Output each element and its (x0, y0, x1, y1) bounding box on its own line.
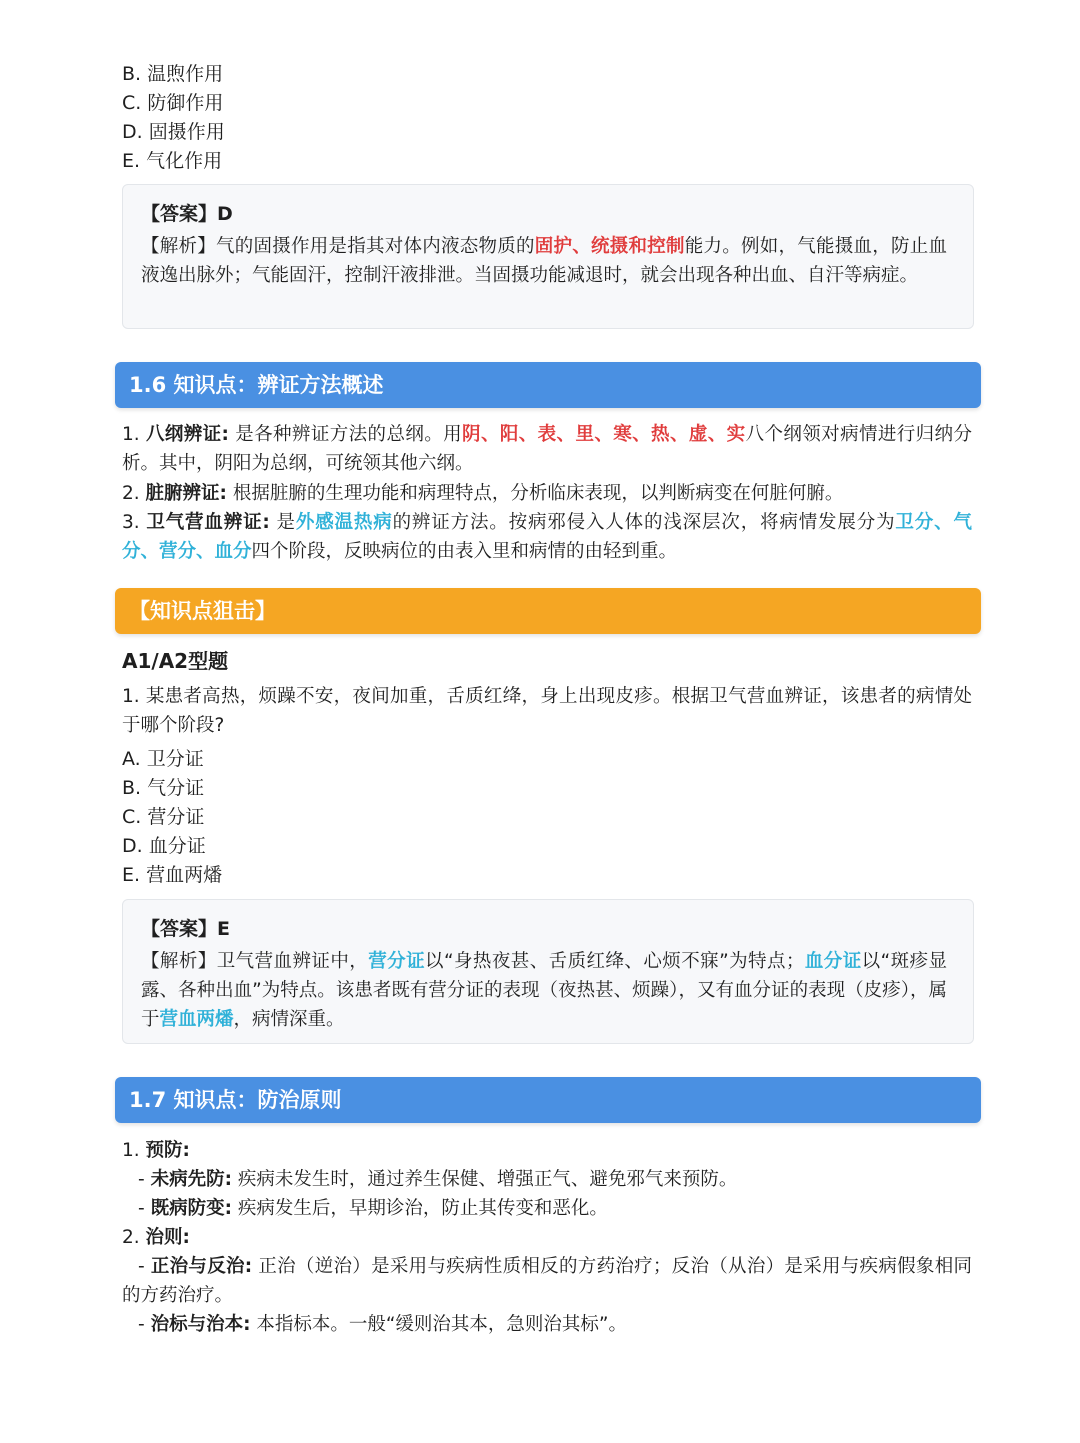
item-text: 疾病发生后，早期诊治，防止其传变和恶化。 (231, 1198, 608, 1219)
item-label: 未病先防: (150, 1169, 232, 1190)
item-zangfu (122, 479, 972, 508)
item-number: 3. (122, 512, 147, 533)
answer-label: 【答案】E (141, 918, 230, 940)
section-header-1-6: 1.6 知识点：辨证方法概述 (115, 362, 981, 408)
item-highlight: 外感温热病 (295, 512, 393, 533)
dash: - (138, 1256, 151, 1277)
principle-treatment (122, 1223, 972, 1252)
item-text: 疾病未发生时，通过养生保健、增强正气、避免邪气来预防。 (231, 1169, 738, 1190)
explanation (141, 232, 947, 290)
item-bagang (122, 420, 972, 478)
explanation-text: 【解析】气的固摄作用是指其对体内液态物质的 (141, 236, 535, 257)
explanation-text: ，病情深重。 (233, 1009, 345, 1030)
item-text: 四个阶段，反映病位的由表入里和病情的由轻到重。 (251, 541, 678, 562)
option-c: C. 营分证 (122, 806, 205, 828)
item-text: 的辨证方法。按病邪侵入人体的浅深层次，将病情发展分为 (392, 512, 896, 533)
explanation (141, 947, 947, 1034)
option-e: E. 营血两燔 (122, 864, 223, 886)
explanation-text: 【解析】卫气营血辨证中， (141, 951, 369, 972)
explanation-highlight: 营分证 (368, 951, 426, 972)
item-highlight: 阴、阳、表、里、寒、热、虚、实 (462, 424, 746, 445)
principle-biaoben (138, 1310, 972, 1339)
item-text: 根据脏腑的生理功能和病理特点，分析临床表现，以判断病变在何脏何腑。 (226, 483, 844, 504)
question-stem: 1. 某患者高热，烦躁不安，夜间加重，舌质红绛，身上出现皮疹。根据卫气营血辨证，该患者的病情处于哪个阶段? (122, 686, 972, 736)
explanation-text: 以“斑疹显露、各种出血”为特点。该患者既有营分证的表现（夜热甚、烦躁），又有血分证的表现（皮疹），属于 (141, 951, 947, 1030)
dash: - (138, 1314, 151, 1335)
principle-prevent-after (138, 1194, 972, 1223)
dash: - (138, 1169, 151, 1190)
item-label: 脏腑辨证: (145, 483, 227, 504)
principle-zhengzhi (122, 1252, 972, 1310)
section-header-1-7: 1.7 知识点：防治原则 (115, 1077, 981, 1123)
item-label: 治则: (145, 1227, 190, 1248)
item-number: 2. (122, 1227, 146, 1248)
item-label: 八纲辨证: (145, 424, 229, 445)
item-text: 是各种辨证方法的总纲。用 (228, 424, 463, 445)
option-a: A. 卫分证 (122, 748, 204, 770)
option-d: D. 血分证 (122, 835, 206, 857)
option-d: D. 固摄作用 (122, 121, 225, 143)
item-text: 八个纲领对病情进行归纳分析。其中，阴阳为总纲，可统领其他六纲。 (122, 424, 972, 474)
explanation-text: 以“身热夜甚、舌质红绛、心烦不寐”为特点； (425, 951, 805, 972)
answer-box-1 (122, 184, 974, 329)
option-b: B. 气分证 (122, 777, 205, 799)
item-weiqi (122, 508, 972, 566)
item-label: 正治与反治: (150, 1256, 253, 1277)
answer-box-2 (122, 899, 974, 1044)
principle-prevention (122, 1136, 972, 1165)
explanation-text: 能力。例如，气能摄血，防止血液逸出脉外；气能固汗，控制汗液排泄。当固摄功能减退时，就会出现各种出血、自汗等病症。 (141, 236, 947, 286)
section-header-snipe: 【知识点狙击】 (115, 588, 981, 634)
dash: - (138, 1198, 151, 1219)
option-c: C. 防御作用 (122, 92, 224, 114)
item-number: 1. (122, 1140, 146, 1161)
item-text: 正治（逆治）是采用与疾病性质相反的方药治疗；反治（从治）是采用与疾病假象相同的方药治疗。 (122, 1256, 972, 1306)
item-text: 本指标本。一般“缓则治其本，急则治其标”。 (250, 1314, 628, 1335)
item-number: 2. (122, 483, 146, 504)
explanation-highlight: 血分证 (804, 951, 862, 972)
option-b: B. 温煦作用 (122, 63, 224, 85)
principle-prevent-before (138, 1165, 972, 1194)
explanation-highlight: 固护、统摄和控制 (534, 236, 685, 257)
item-label: 卫气营血辨证: (146, 512, 270, 533)
item-text: 是 (269, 512, 296, 533)
explanation-highlight: 营血两燔 (159, 1009, 234, 1030)
item-label: 治标与治本: (150, 1314, 251, 1335)
item-label: 既病防变: (150, 1198, 232, 1219)
item-highlight: 卫分、气分、营分、血分 (122, 512, 972, 562)
item-number: 1. (122, 424, 146, 445)
question-type-title: A1/A2型题 (122, 649, 229, 673)
answer-label: 【答案】D (141, 203, 233, 225)
option-e: E. 气化作用 (122, 150, 223, 172)
item-label: 预防: (145, 1140, 190, 1161)
